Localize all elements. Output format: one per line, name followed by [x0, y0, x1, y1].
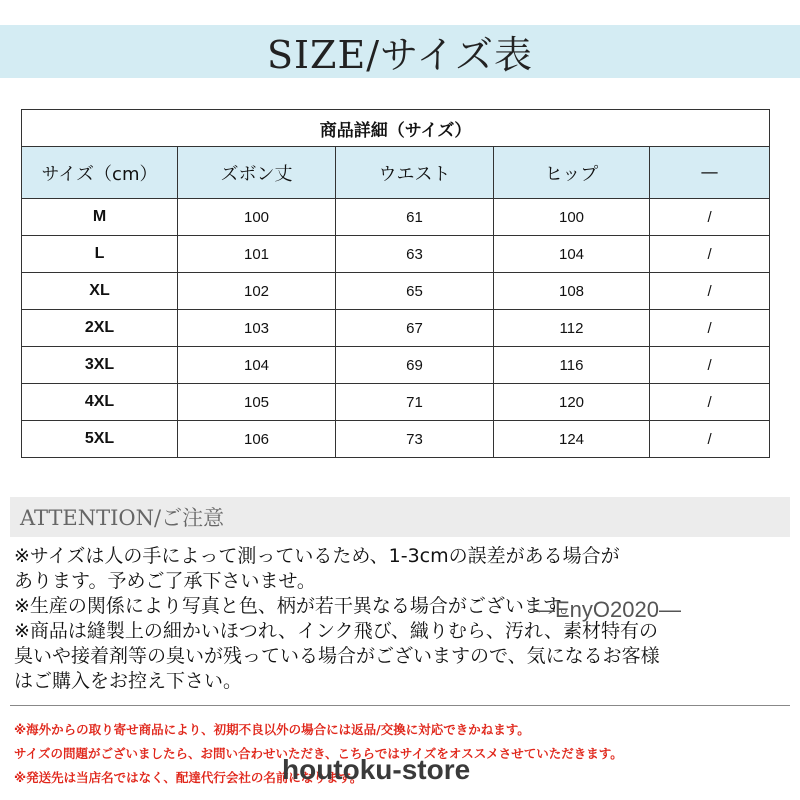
table-row [22, 199, 770, 236]
table-header-row [22, 147, 770, 199]
hip-cell: 120 [494, 384, 650, 421]
footer-line: ※発送先は当店名ではなく、配達代行会社の名前になります。 [14, 770, 363, 785]
footer-line: ※海外からの取り寄せ商品により、初期不良以外の場合には返品/交換に対応できかねます。 [14, 722, 530, 737]
hip-cell: 116 [494, 347, 650, 384]
note-line: ※サイズは人の手によって測っているため、1-3cmの誤差がある場合が [14, 545, 620, 567]
length-cell: 102 [178, 273, 336, 310]
hip-cell: 100 [494, 199, 650, 236]
note-line: はご購入をお控え下さい。 [14, 670, 243, 692]
waist-cell: 73 [336, 421, 494, 458]
footer-line: サイズの問題がございましたら、お問い合わせいただき、こちらではサイズをオススメさせていただきます。 [14, 746, 623, 761]
hip-cell: 108 [494, 273, 650, 310]
size-cell: 2XL [22, 310, 178, 347]
waist-cell: 67 [336, 310, 494, 347]
hip-cell: 112 [494, 310, 650, 347]
hip-cell: 104 [494, 236, 650, 273]
attention-header [10, 497, 790, 537]
length-cell: 106 [178, 421, 336, 458]
attention-title: ATTENTION/ご注意 [20, 506, 225, 530]
table-caption-row [22, 110, 770, 147]
size-cell: M [22, 199, 178, 236]
table-row [22, 421, 770, 458]
blank-cell: / [650, 384, 770, 421]
divider [10, 705, 790, 706]
size-cell: 4XL [22, 384, 178, 421]
waist-cell: 61 [336, 199, 494, 236]
length-cell: 101 [178, 236, 336, 273]
note-line: あります。予めご了承下さいませ。 [14, 570, 316, 592]
waist-cell: 71 [336, 384, 494, 421]
length-cell: 104 [178, 347, 336, 384]
blank-cell: / [650, 199, 770, 236]
length-cell: 100 [178, 199, 336, 236]
column-header-blank: — [650, 147, 770, 199]
size-cell: L [22, 236, 178, 273]
blank-cell: / [650, 421, 770, 458]
hip-cell: 124 [494, 421, 650, 458]
length-cell: 103 [178, 310, 336, 347]
note-line: ※商品は縫製上の細かいほつれ、インク飛び、織りむら、汚れ、素材特有の [14, 620, 659, 642]
table-caption: 商品詳細（サイズ） [22, 110, 770, 147]
table-row [22, 310, 770, 347]
note-line: 臭いや接着剤等の臭いが残っている場合がございますので、気になるお客様 [14, 645, 660, 667]
size-cell: 3XL [22, 347, 178, 384]
blank-cell: / [650, 347, 770, 384]
waist-cell: 65 [336, 273, 494, 310]
column-header-length: ズボン丈 [178, 147, 336, 199]
title-banner [0, 25, 800, 78]
waist-cell: 63 [336, 236, 494, 273]
table-row [22, 384, 770, 421]
blank-cell: / [650, 236, 770, 273]
page-title: SIZE/サイズ表 [267, 33, 533, 77]
blank-cell: / [650, 310, 770, 347]
size-cell: 5XL [22, 421, 178, 458]
store-watermark: houtoku-store [282, 754, 471, 785]
waist-cell: 69 [336, 347, 494, 384]
size-table [21, 109, 770, 458]
column-header-waist: ウエスト [336, 147, 494, 199]
size-cell: XL [22, 273, 178, 310]
table-row [22, 236, 770, 273]
column-header-hip: ヒップ [494, 147, 650, 199]
brand-watermark: —EnyO2020— [533, 597, 681, 622]
length-cell: 105 [178, 384, 336, 421]
blank-cell: / [650, 273, 770, 310]
note-line: ※生産の関係により写真と色、柄が若干異なる場合がございます。 [14, 595, 580, 617]
table-row [22, 347, 770, 384]
table-row [22, 273, 770, 310]
column-header-size: サイズ（cm） [22, 147, 178, 199]
